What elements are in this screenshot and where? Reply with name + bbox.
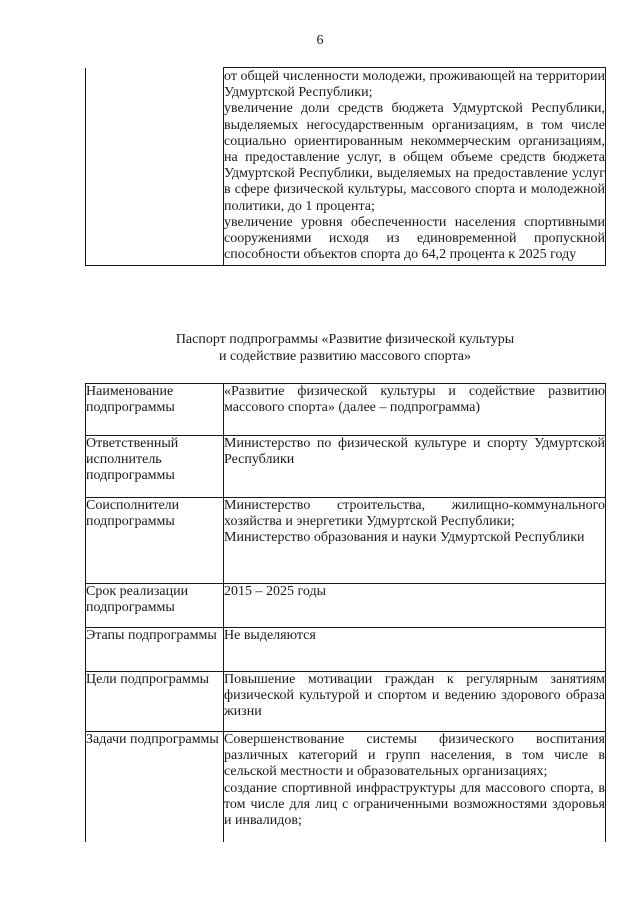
row-value (224, 732, 606, 842)
table-row (86, 584, 606, 628)
row-label: Наименование подпрограммы (86, 384, 224, 436)
passport-title-line: и содействие развитию массового спорта» (218, 349, 472, 364)
table-row (86, 732, 606, 842)
row-value (224, 584, 606, 628)
row-label: Задачи подпрограммы (86, 732, 224, 842)
row-value (224, 384, 606, 436)
row-value (224, 672, 606, 732)
row-value (224, 498, 606, 584)
row-paragraph: 2015 – 2025 годы (224, 584, 327, 599)
page-number: 6 (316, 33, 324, 48)
passport-table (85, 383, 606, 842)
row-value (224, 628, 606, 672)
table-row (86, 68, 606, 266)
row-label: Этапы подпрограммы (86, 628, 224, 672)
row-paragraph: Министерство по физической культуре и спорту Удмуртской Республики (224, 436, 605, 468)
row-paragraph: Министерство образования и науки Удмуртской Республики (224, 530, 585, 546)
row-label: Срок реализации подпрограммы (86, 584, 224, 628)
passport-title-line: Паспорт подпрограммы «Развитие физической культуры (175, 332, 515, 347)
row-paragraph: «Развитие физической культуры и содействие развитию массового спорта» (далее – подпрограмма) (224, 384, 605, 416)
row-paragraph: создание спортивной инфраструктуры для массового спорта, в том числе для лиц с ограниченными возможностями здоровья и инвалидов; (224, 780, 605, 829)
empty-label-cell (86, 68, 224, 266)
row-paragraph: Министерство строительства, жилищно-коммунального хозяйства и энергетики Удмуртской Республики; (224, 498, 605, 530)
table-row (86, 498, 606, 584)
table-row (86, 384, 606, 436)
continuation-cell (224, 68, 606, 266)
continuation-paragraph: увеличение доли средств бюджета Удмуртской Республики, выделяемых негосударственным организациям, в том числе социально ориентированным некоммерческим организациям, на предоставление услуг, в общем объеме средств бюджета Удмуртской Республики, выделяемых на предоставление услуг в сфере физической культуры, массового спорта и молодежной политики, до 1 процента; (224, 101, 605, 214)
table-row (86, 672, 606, 732)
continuation-table (85, 67, 606, 266)
row-label: Соисполнители подпрограммы (86, 498, 224, 584)
row-paragraph: Повышение мотивации граждан к регулярным занятиям физической культурой и спортом и ведению здорового образа жизни (224, 672, 605, 720)
row-paragraph: Не выделяются (224, 628, 316, 643)
passport-title (85, 331, 605, 365)
continuation-paragraph: от общей численности молодежи, проживающей на территории Удмуртской Республики; (224, 69, 605, 101)
row-label: Ответственный исполнитель подпрограммы (86, 436, 224, 498)
row-value (224, 436, 606, 498)
continuation-paragraph: увеличение уровня обеспеченности населения спортивными сооружениями исходя из единовременной пропускной способности объектов спорта до 64,2 процента к 2025 году (224, 214, 605, 263)
table-row (86, 436, 606, 498)
row-label: Цели подпрограммы (86, 672, 224, 732)
table-row (86, 628, 606, 672)
row-paragraph: Совершенствование системы физического воспитания различных категорий и групп населения, в том числе в сельской местности и образовательных организациях; (224, 732, 605, 780)
